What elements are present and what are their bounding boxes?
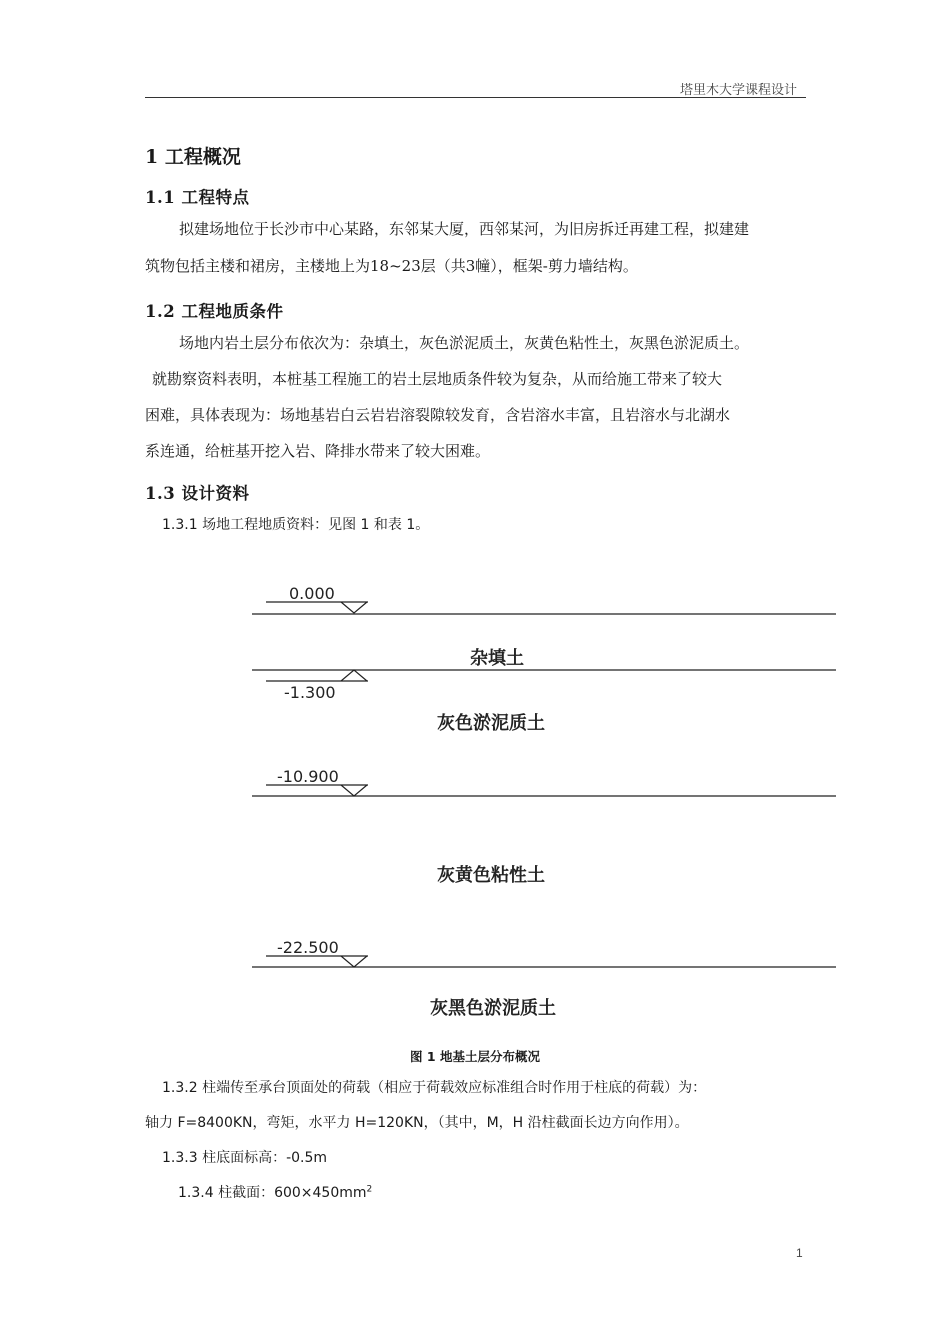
level-marker-0 — [266, 584, 368, 613]
section-1-1-para-line1: 拟建场地位于长沙市中心某路，东邻某大厦，西邻某河，为旧房拆迁再建工程，拟建建 — [179, 220, 750, 238]
level-marker-1 — [266, 670, 368, 702]
design-item-1-3-4-text: 1.3.4 柱截面：600×450mm — [178, 1185, 367, 1201]
section-1-2-title: 1.2 工程地质条件 — [145, 302, 284, 321]
header-rule — [145, 97, 806, 98]
section-1-3-title: 1.3 设计资料 — [145, 484, 250, 503]
level-marker-3 — [266, 938, 368, 967]
level-label-1: -1.300 — [284, 683, 336, 702]
design-item-1-3-2-line2: 轴力 F=8400KN，弯矩，水平力 H=120KN，（其中，M，H 沿柱截面长边方向作用）。 — [145, 1115, 689, 1131]
section-1-2-para-line4: 系连通，给桩基开挖入岩、降排水带来了较大困难。 — [145, 442, 491, 460]
section-1-2-para-line2: 就勘察资料表明，本桩基工程施工的岩土层地质条件较为复杂，从而给施工带来了较大 — [152, 370, 723, 388]
design-item-1-3-1: 1.3.1 场地工程地质资料：见图 1 和表 1。 — [162, 517, 430, 533]
layer-label-3: 灰黑色淤泥质土 — [430, 998, 556, 1019]
layer-label-0: 杂填土 — [470, 648, 524, 669]
level-label-2: -10.900 — [277, 767, 339, 786]
header-title: 塔里木大学课程设计 — [680, 83, 798, 98]
soil-profile-figure — [0, 560, 950, 1040]
section-1-1-para-line2: 筑物包括主楼和裙房，主楼地上为18~23层（共3幢），框架-剪力墙结构。 — [145, 257, 638, 275]
level-label-3: -22.500 — [277, 938, 339, 957]
layer-label-1: 灰色淤泥质土 — [437, 713, 545, 734]
section-1-2-para-line1: 场地内岩土层分布依次为：杂填土，灰色淤泥质土，灰黄色粘性土，灰黑色淤泥质土。 — [179, 334, 750, 352]
level-marker-2 — [266, 767, 368, 796]
section-1-title: 1 工程概况 — [145, 146, 241, 168]
design-item-1-3-4 — [178, 1182, 372, 1202]
design-item-1-3-3: 1.3.3 柱底面标高：-0.5m — [162, 1150, 328, 1166]
design-item-1-3-2-line1: 1.3.2 柱端传至承台顶面处的荷载（相应于荷载效应标准组合时作用于柱底的荷载）为： — [162, 1080, 707, 1096]
section-1-1-title: 1.1 工程特点 — [145, 188, 250, 207]
layer-label-2: 灰黄色粘性土 — [437, 865, 545, 886]
page-number: 1 — [796, 1246, 803, 1260]
level-label-0: 0.000 — [289, 584, 335, 603]
design-item-1-3-4-superscript: 2 — [366, 1184, 373, 1195]
figure-caption: 图 1 地基土层分布概况 — [410, 1049, 540, 1064]
section-1-2-para-line3: 困难，具体表现为：场地基岩白云岩岩溶裂隙较发育，含岩溶水丰富，且岩溶水与北湖水 — [145, 406, 731, 424]
